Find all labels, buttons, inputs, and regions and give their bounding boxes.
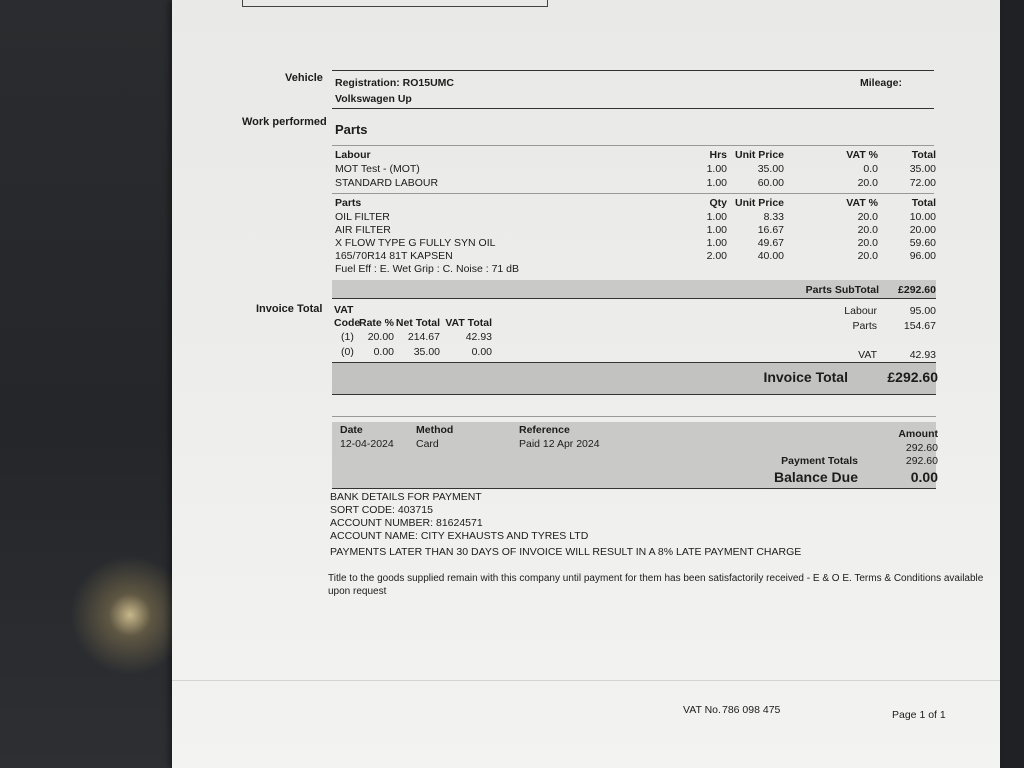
- unit-price-header: Unit Price: [734, 149, 784, 161]
- table-cell: 0.00: [471, 346, 492, 358]
- table-cell: 35.00: [413, 346, 440, 358]
- total-header: Total: [911, 149, 936, 161]
- divider: [332, 394, 936, 395]
- payment-method-header: Method: [416, 424, 454, 436]
- labour-total-value: 95.00: [909, 305, 936, 317]
- table-cell: (1): [341, 331, 354, 343]
- table-cell: 10.00: [909, 211, 936, 223]
- work-section-label: Work performed: [242, 116, 327, 128]
- header-box: [242, 0, 548, 7]
- divider: [332, 416, 936, 417]
- table-cell: 1.00: [706, 237, 727, 249]
- vat-no-label: VAT No.: [683, 704, 721, 716]
- table-cell: 0.0: [863, 163, 878, 175]
- payment-amount: 292.60: [905, 442, 938, 454]
- total-header: Total: [911, 197, 936, 209]
- invoice-page: [172, 0, 1000, 768]
- vat-header: VAT %: [846, 197, 878, 209]
- table-cell: 1.00: [706, 224, 727, 236]
- table-cell: 20.0: [857, 250, 878, 262]
- table-cell: 35.00: [909, 163, 936, 175]
- table-cell: 40.00: [757, 250, 784, 262]
- paper-fold: [172, 680, 1000, 681]
- table-cell: 2.00: [706, 250, 727, 262]
- table-cell: 20.0: [857, 224, 878, 236]
- table-cell: 1.00: [706, 163, 727, 175]
- parts-total-value: 154.67: [903, 320, 936, 332]
- vehicle-model: Volkswagen Up: [335, 93, 412, 105]
- registration: Registration: RO15UMC: [335, 77, 455, 89]
- bank-line: ACCOUNT NAME: CITY EXHAUSTS AND TYRES LTD: [330, 530, 589, 542]
- payment-amount-header: Amount: [898, 428, 938, 440]
- payment-method: Card: [416, 438, 439, 450]
- divider: [332, 193, 934, 194]
- mileage-label: Mileage:: [860, 77, 903, 89]
- table-cell: 0.00: [373, 346, 394, 358]
- payment-reference: Paid 12 Apr 2024: [519, 438, 600, 450]
- table-cell: 165/70R14 81T KAPSEN: [335, 250, 453, 262]
- vat-total-label: VAT: [858, 349, 877, 361]
- late-payment-notice: PAYMENTS LATER THAN 30 DAYS OF INVOICE WILL RESULT IN A 8% LATE PAYMENT CHARGE: [330, 546, 802, 558]
- table-cell: 42.93: [465, 331, 492, 343]
- vat-table-header: VAT: [334, 304, 354, 316]
- labour-total-label: Labour: [844, 305, 877, 317]
- table-cell: 59.60: [909, 237, 936, 249]
- table-cell: 20.0: [857, 177, 878, 189]
- vat-net-header: Net Total: [395, 317, 440, 329]
- table-cell: 214.67: [407, 331, 440, 343]
- vat-rate-header: Rate %: [358, 317, 394, 329]
- vehicle-section-label: Vehicle: [285, 72, 323, 84]
- table-cell: 1.00: [706, 211, 727, 223]
- invoice-total-section-label: Invoice Total: [256, 303, 323, 315]
- parts-subtotal-value: £292.60: [898, 284, 936, 296]
- table-cell: X FLOW TYPE G FULLY SYN OIL: [335, 237, 496, 249]
- table-cell: 16.67: [757, 224, 784, 236]
- vat-header: VAT %: [846, 149, 878, 161]
- invoice-total-value: £292.60: [887, 369, 938, 385]
- page-number: Page 1 of 1: [892, 709, 946, 721]
- payment-date: 12-04-2024: [340, 438, 394, 450]
- table-cell: 72.00: [909, 177, 936, 189]
- table-cell: 96.00: [909, 250, 936, 262]
- table-cell: AIR FILTER: [335, 224, 391, 236]
- table-cell: MOT Test - (MOT): [335, 163, 420, 175]
- bank-line: BANK DETAILS FOR PAYMENT: [330, 491, 482, 503]
- table-cell: 20.00: [909, 224, 936, 236]
- balance-due-value: 0.00: [910, 469, 938, 485]
- table-cell: STANDARD LABOUR: [335, 177, 439, 189]
- vat-total-header: VAT Total: [445, 317, 492, 329]
- vat-code-header: Code: [334, 317, 361, 329]
- table-cell: 1.00: [706, 177, 727, 189]
- qty-header: Qty: [709, 197, 727, 209]
- table-cell: OIL FILTER: [335, 211, 390, 223]
- unit-price-header: Unit Price: [734, 197, 784, 209]
- table-cell: 60.00: [757, 177, 784, 189]
- bank-line: SORT CODE: 403715: [330, 504, 433, 516]
- divider: [332, 108, 934, 109]
- payment-reference-header: Reference: [519, 424, 570, 436]
- vat-total-value: 42.93: [909, 349, 936, 361]
- payment-date-header: Date: [340, 424, 363, 436]
- payment-totals-value: 292.60: [905, 455, 938, 467]
- table-cell: 35.00: [757, 163, 784, 175]
- invoice-total-label: Invoice Total: [763, 369, 848, 385]
- terms-line: Title to the goods supplied remain with this company until payment for them has been satisfactorily received - E & O E. Terms & Conditions available: [328, 573, 984, 584]
- payment-totals-label: Payment Totals: [781, 455, 858, 467]
- divider: [332, 145, 934, 146]
- bank-line: ACCOUNT NUMBER: 81624571: [330, 517, 483, 529]
- terms-line: upon request: [328, 586, 387, 597]
- table-cell: 20.0: [857, 211, 878, 223]
- divider: [332, 362, 936, 363]
- tyre-label-note: Fuel Eff : E. Wet Grip : C. Noise : 71 dB: [335, 263, 520, 275]
- work-title: Parts: [335, 122, 368, 137]
- labour-header: Labour: [335, 149, 371, 161]
- divider: [332, 488, 936, 489]
- divider: [332, 70, 934, 71]
- balance-due-label: Balance Due: [773, 469, 858, 485]
- table-cell: 20.0: [857, 237, 878, 249]
- parts-subtotal-label: Parts SubTotal: [805, 284, 879, 296]
- parts-header: Parts: [335, 197, 362, 209]
- vat-no-value: 786 098 475: [722, 704, 781, 716]
- table-cell: (0): [341, 346, 354, 358]
- table-cell: 20.00: [367, 331, 394, 343]
- table-cell: 8.33: [763, 211, 784, 223]
- parts-total-label: Parts: [852, 320, 877, 332]
- hrs-header: Hrs: [709, 149, 727, 161]
- table-cell: 49.67: [757, 237, 784, 249]
- divider: [332, 298, 936, 299]
